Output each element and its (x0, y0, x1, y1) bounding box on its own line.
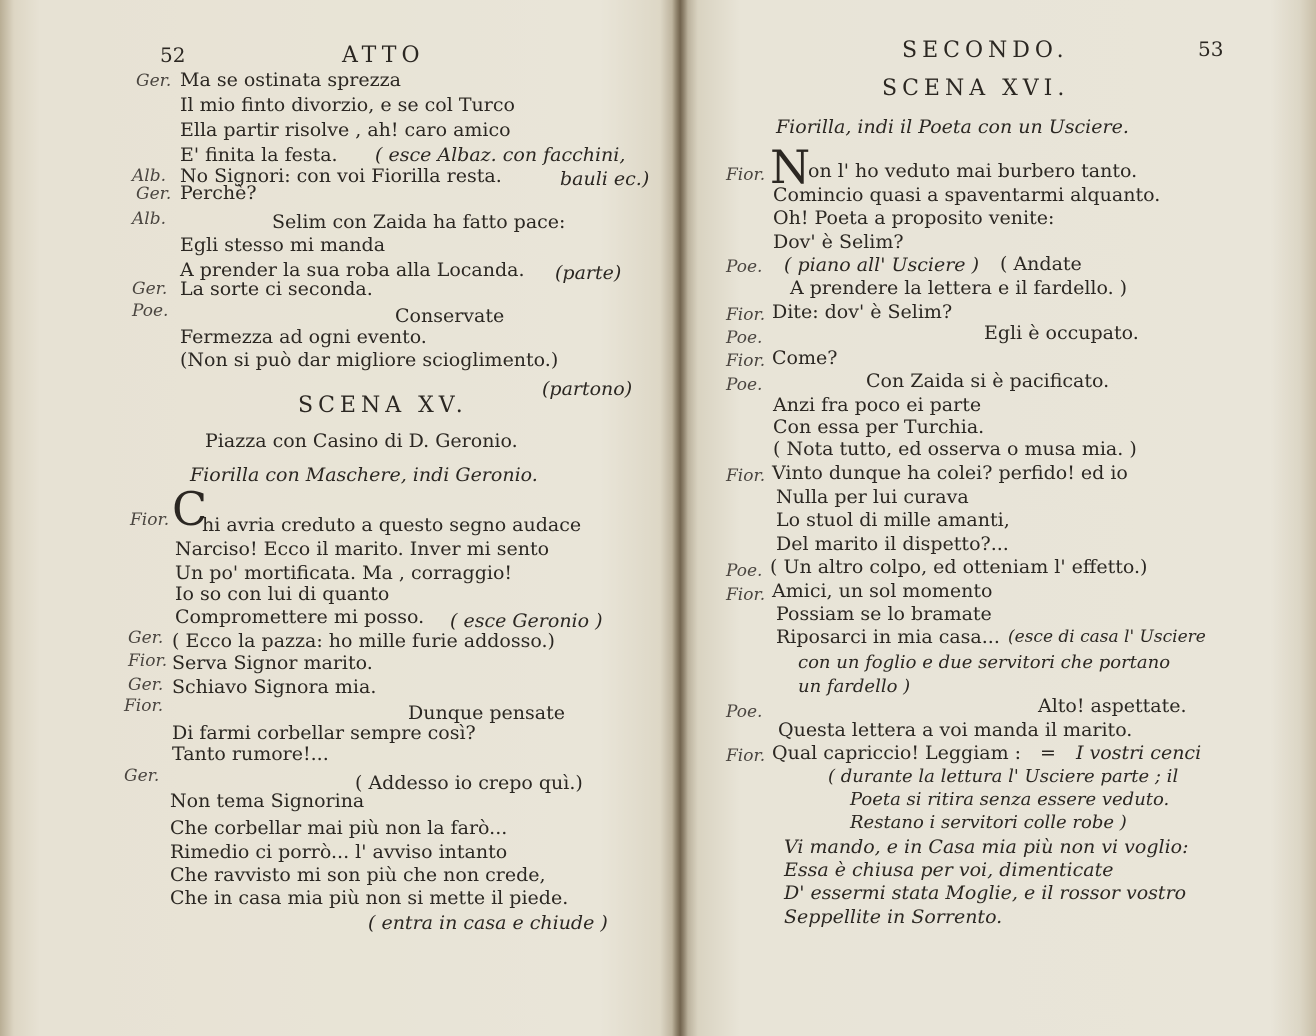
speaker: Poe. (726, 328, 763, 348)
speaker: Fior. (124, 696, 164, 716)
verse-line: A prendere la lettera e il fardello. ) (790, 277, 1128, 299)
verse-line: ( Andate (1000, 253, 1082, 275)
speaker: Fior. (130, 510, 170, 530)
verse-line: Un po' mortificata. Ma , corraggio! (175, 562, 513, 584)
speaker: Poe. (726, 561, 763, 581)
verse-line: Che in casa mia più non si mette il piede. (170, 887, 569, 909)
verse-line: A prender la sua roba alla Locanda. (180, 259, 525, 281)
scene-setting: Piazza con Casino di D. Geronio. (205, 430, 518, 452)
verse-line: Rimedio ci porrò... l' avviso intanto (170, 841, 508, 863)
speaker: Ger. (128, 628, 164, 648)
book-gutter (672, 0, 688, 1036)
verse-line: Alto! aspettate. (1038, 695, 1187, 717)
stage-direction: un fardello ) (798, 676, 911, 697)
stage-direction: (partono) (542, 378, 633, 400)
stage-direction: Restano i servitori colle robe ) (850, 812, 1127, 833)
verse-line: Il mio finto divorzio, e se col Turco (180, 94, 515, 116)
verse-line: Selim con Zaida ha fatto pace: (272, 211, 566, 233)
stage-direction: ( durante la lettura l' Usciere parte ; il (828, 766, 1179, 787)
verse-line: Con essa per Turchia. (773, 416, 985, 438)
verse-line: Nulla per lui curava (776, 486, 969, 508)
speaker: Fior. (128, 651, 168, 671)
verse-line: Dov' è Selim? (773, 231, 904, 253)
verse-line: Ella partir risolve , ah! caro amico (180, 119, 511, 141)
verse-line: Che ravvisto mi son più che non crede, (170, 864, 546, 886)
verse-line: Dunque pensate (408, 702, 565, 724)
verse-line: No Signori: con voi Fiorilla resta. (180, 165, 502, 187)
verse-line: Amici, un sol momento (772, 580, 993, 602)
page-number: 53 (1198, 37, 1224, 61)
verse-line: Compromettere mi posso. (175, 606, 425, 628)
verse-line: Oh! Poeta a proposito venite: (773, 207, 1055, 229)
verse-line: Perchè? (180, 182, 257, 204)
verse-line: (Non si può dar migliore scioglimento.) (180, 349, 559, 371)
stage-direction: (esce di casa l' Usciere (1008, 627, 1206, 647)
verse-line: Che corbellar mai più non la farò... (170, 817, 508, 839)
scene-characters: Fiorilla con Maschere, indi Geronio. (190, 464, 538, 486)
speaker: Alb. (132, 166, 166, 186)
speaker: Alb. (132, 209, 166, 229)
verse-line: hi avria creduto a questo segno audace (202, 514, 582, 536)
stage-direction: ( esce Albaz. con facchini, (375, 144, 626, 166)
verse-line: Io so con lui di quanto (175, 583, 390, 605)
verse-line: Questa lettera a voi manda il marito. (778, 719, 1133, 741)
speaker: Ger. (136, 184, 172, 204)
verse-line: Vinto dunque ha colei? perfido! ed io (772, 462, 1128, 484)
verse-line: Egli stesso mi manda (180, 234, 386, 256)
running-head: SECONDO. (902, 38, 1069, 63)
separator-mark: = (1040, 742, 1056, 764)
speaker: Fior. (726, 585, 766, 605)
speaker: Fior. (726, 351, 766, 371)
verse-line: Non tema Signorina (170, 790, 365, 812)
running-head: ATTO (342, 43, 425, 68)
speaker: Fior. (726, 305, 766, 325)
verse-line: ( Ecco la pazza: ho mille furie addosso.) (172, 630, 555, 652)
verse-line: Comincio quasi a spaventarmi alquanto. (773, 184, 1161, 206)
verse-line: E' finita la festa. (180, 144, 338, 166)
verse-line: on l' ho veduto mai burbero tanto. (808, 160, 1138, 182)
letter-line: I vostri cenci (1076, 742, 1202, 764)
letter-line: Seppellite in Sorrento. (784, 906, 1003, 928)
verse-line: ( Un altro colpo, ed otteniam l' effetto.) (770, 556, 1148, 578)
stage-direction: bauli ec.) (560, 168, 650, 190)
verse-line: Come? (772, 347, 838, 369)
scene-title: SCENA XVI. (882, 76, 1070, 101)
verse-line: Anzi fra poco ei parte (773, 394, 982, 416)
verse-line: Conservate (395, 305, 505, 327)
drop-cap: C (172, 482, 208, 536)
verse-line: Con Zaida si è pacificato. (866, 370, 1110, 392)
speaker: Poe. (726, 375, 763, 395)
speaker: Ger. (132, 279, 168, 299)
speaker: Poe. (726, 702, 763, 722)
verse-line: Ma se ostinata sprezza (180, 69, 401, 91)
scene-title: SCENA XV. (298, 393, 468, 418)
verse-line: Di farmi corbellar sempre così? (172, 722, 476, 744)
verse-line: Serva Signor marito. (172, 652, 373, 674)
letter-line: Vi mando, e in Casa mia più non vi voglio: (784, 836, 1189, 858)
scene-characters: Fiorilla, indi il Poeta con un Usciere. (776, 116, 1129, 138)
speaker: Fior. (726, 466, 766, 486)
stage-direction: (parte) (555, 262, 622, 284)
page-number: 52 (160, 43, 186, 67)
stage-direction: Poeta si ritira senza essere veduto. (850, 789, 1170, 810)
verse-line: Del marito il dispetto?... (776, 533, 1009, 555)
verse-line: Possiam se lo bramate (776, 603, 992, 625)
verse-line: Narciso! Ecco il marito. Inver mi sento (175, 538, 550, 560)
stage-direction: ( piano all' Usciere ) (784, 254, 979, 276)
speaker: Poe. (726, 257, 763, 277)
verse-line: Riposarci in mia casa... (776, 626, 1000, 648)
letter-line: Essa è chiusa per voi, dimenticate (784, 859, 1114, 881)
verse-line: Dite: dov' è Selim? (772, 301, 953, 323)
verse-line: Tanto rumore!... (172, 743, 329, 765)
verse-line: ( Nota tutto, ed osserva o musa mia. ) (773, 438, 1137, 460)
right-page (680, 0, 1316, 1036)
speaker: Poe. (132, 301, 169, 321)
verse-line: Lo stuol di mille amanti, (776, 509, 1010, 531)
letter-line: D' essermi stata Moglie, e il rossor vostro (784, 882, 1187, 904)
stage-direction: con un foglio e due servitori che portano (798, 652, 1171, 673)
verse-line: Egli è occupato. (984, 322, 1139, 344)
verse-line: Qual capriccio! Leggiam : (772, 742, 1022, 764)
speaker: Ger. (128, 675, 164, 695)
speaker: Fior. (726, 746, 766, 766)
verse-line: Fermezza ad ogni evento. (180, 326, 427, 348)
stage-direction: ( esce Geronio ) (450, 610, 603, 632)
speaker: Fior. (726, 165, 766, 185)
verse-line: ( Addesso io crepo quì.) (355, 772, 583, 794)
speaker: Ger. (136, 71, 172, 91)
stage-direction: ( entra in casa e chiude ) (368, 912, 608, 934)
verse-line: Schiavo Signora mia. (172, 676, 377, 698)
drop-cap: N (770, 140, 811, 194)
verse-line: La sorte ci seconda. (180, 278, 373, 300)
speaker: Ger. (124, 766, 160, 786)
